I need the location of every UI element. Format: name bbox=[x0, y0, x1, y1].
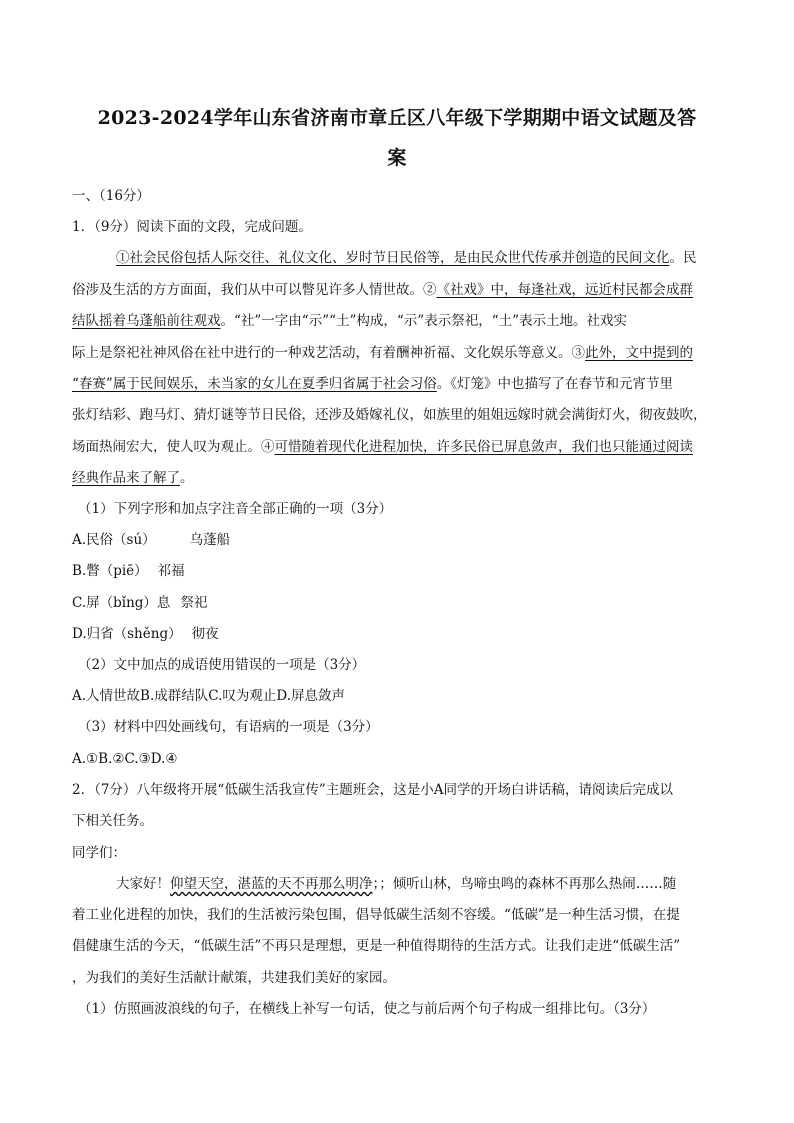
option-a-word: A.民俗（sú） bbox=[72, 532, 156, 548]
section-heading: 一、（16分） bbox=[72, 188, 150, 204]
passage-text: 俗涉及生活的方方面面，我们从中可以瞥见许多人情世故。② bbox=[72, 282, 437, 298]
subquestion-3-options: A.①B.②C.③D.④ bbox=[72, 751, 178, 767]
speech-text: 大家好！ bbox=[116, 876, 170, 892]
underlined-sentence-3-cont: “春赛”属于民间娱乐，未当家的女儿在夏季归省属于社会习俗 bbox=[72, 376, 437, 392]
option-b bbox=[72, 561, 185, 581]
underlined-sentence-4-cont: 经典作品来了解了 bbox=[72, 470, 180, 486]
passage-text: 际上是祭祀社神风俗在社中进行的一种戏艺活动，有着酬神祈福、文化娱乐等意义。③ bbox=[72, 345, 585, 361]
option-b-word-2: 祁福 bbox=[157, 563, 185, 579]
speech-greeting: 同学们： bbox=[72, 845, 126, 861]
subquestion-3-stem: （3）材料中四处画线句，有语病的一项是（3分） bbox=[78, 719, 379, 735]
underlined-sentence-1: ①社会民俗包括人际交往、礼仪文化、岁时节日民俗等，是由民众世代传承并创造的民间文化 bbox=[116, 250, 670, 266]
speech-text: ；；倾听山林，鸟啼虫鸣的森林不再那么热闹……随 bbox=[372, 876, 677, 892]
option-d bbox=[72, 624, 219, 644]
underlined-sentence-2-cont: 结队摇着乌蓬船前往观戏 bbox=[72, 313, 221, 329]
document-title bbox=[70, 98, 724, 178]
underlined-sentence-2: 《社戏》中，每逢社戏，远近村民都会成群 bbox=[436, 282, 693, 298]
passage-line bbox=[72, 343, 693, 363]
option-c-word-2: 祭祀 bbox=[180, 595, 208, 611]
question-2-stem-cont: 下相关任务。 bbox=[72, 813, 153, 829]
option-d-word: D.归省（shěng） bbox=[72, 626, 182, 642]
passage-line bbox=[116, 248, 697, 268]
title-line-1: 2023-2024学年山东省济南市章丘区八年级下学期期中语文试题及答 bbox=[97, 107, 697, 129]
option-c bbox=[72, 593, 207, 613]
subquestion-2-stem: （2）文中加点的成语使用错误的一项是（3分） bbox=[78, 657, 366, 673]
wavy-underlined-sentence: 仰望天空，湛蓝的天不再那么明净 bbox=[170, 876, 373, 892]
underlined-sentence-4: 可惜随着现代化进程加快，许多民俗已屏息敛声，我们也只能通过阅读 bbox=[274, 439, 693, 455]
speech-line: 倡健康生活的今天，“低碳生活”不再只是理想，更是一种值得期待的生活方式。让我们走进“低碳生活” bbox=[72, 938, 681, 954]
passage-text: 。“社”一字由“示”“土”构成，“示”表示祭祀，“土”表示土地。社戏实 bbox=[220, 313, 628, 329]
passage-line: 张灯结彩、跑马灯、猜灯谜等节日民俗，还涉及婚嫁礼仪，如族里的姐姐远嫁时就会满街灯火，彻夜鼓吹， bbox=[72, 407, 707, 423]
passage-line bbox=[72, 280, 693, 300]
passage-text: 。民 bbox=[669, 250, 697, 266]
q2-subquestion-1-stem: （1）仿照画波浪线的句子，在横线上补写一句话，使之与前后两个句子构成一组排比句。（3分） bbox=[78, 1001, 656, 1017]
speech-line bbox=[116, 874, 676, 894]
option-d-word-2: 彻夜 bbox=[191, 626, 219, 642]
title-line-2: 案 bbox=[387, 147, 407, 169]
passage-text: 场面热闹宏大，使人叹为观止。④ bbox=[72, 439, 275, 455]
question-1-stem: 1．（9分）阅读下面的文段，完成问题。 bbox=[72, 219, 312, 235]
subquestion-2-options: A.人情世故B.成群结队C.叹为观止D.屏息敛声 bbox=[72, 688, 346, 704]
option-a-word-2: 乌蓬船 bbox=[189, 532, 231, 548]
speech-line: ，为我们的美好生活献计献策，共建我们美好的家园。 bbox=[72, 970, 396, 986]
subquestion-1-stem: （1）下列字形和加点字注音全部正确的一项（3分） bbox=[78, 501, 393, 517]
passage-line bbox=[72, 311, 627, 331]
passage-text: 。《灯笼》中也描写了在春节和元宵节里 bbox=[436, 376, 674, 392]
underlined-sentence-3: 此外，文中提到的 bbox=[585, 345, 693, 361]
option-a bbox=[72, 530, 230, 550]
option-b-word: B.瞥（piē） bbox=[72, 563, 148, 579]
option-c-word: C.屏（bǐng）息 bbox=[72, 595, 171, 611]
passage-text: 。 bbox=[180, 470, 194, 486]
speech-line: 着工业化进程的加快，我们的生活被污染包围，倡导低碳生活刻不容缓。“低碳”是一种生活习惯，在提 bbox=[72, 907, 680, 923]
passage-line bbox=[72, 468, 194, 488]
passage-line bbox=[72, 437, 693, 457]
question-2-stem: 2．（7分）八年级将开展“低碳生活我宣传”主题班会，这是小A同学的开场白讲话稿，请阅读后完成以 bbox=[72, 782, 673, 798]
passage-line bbox=[72, 374, 673, 394]
